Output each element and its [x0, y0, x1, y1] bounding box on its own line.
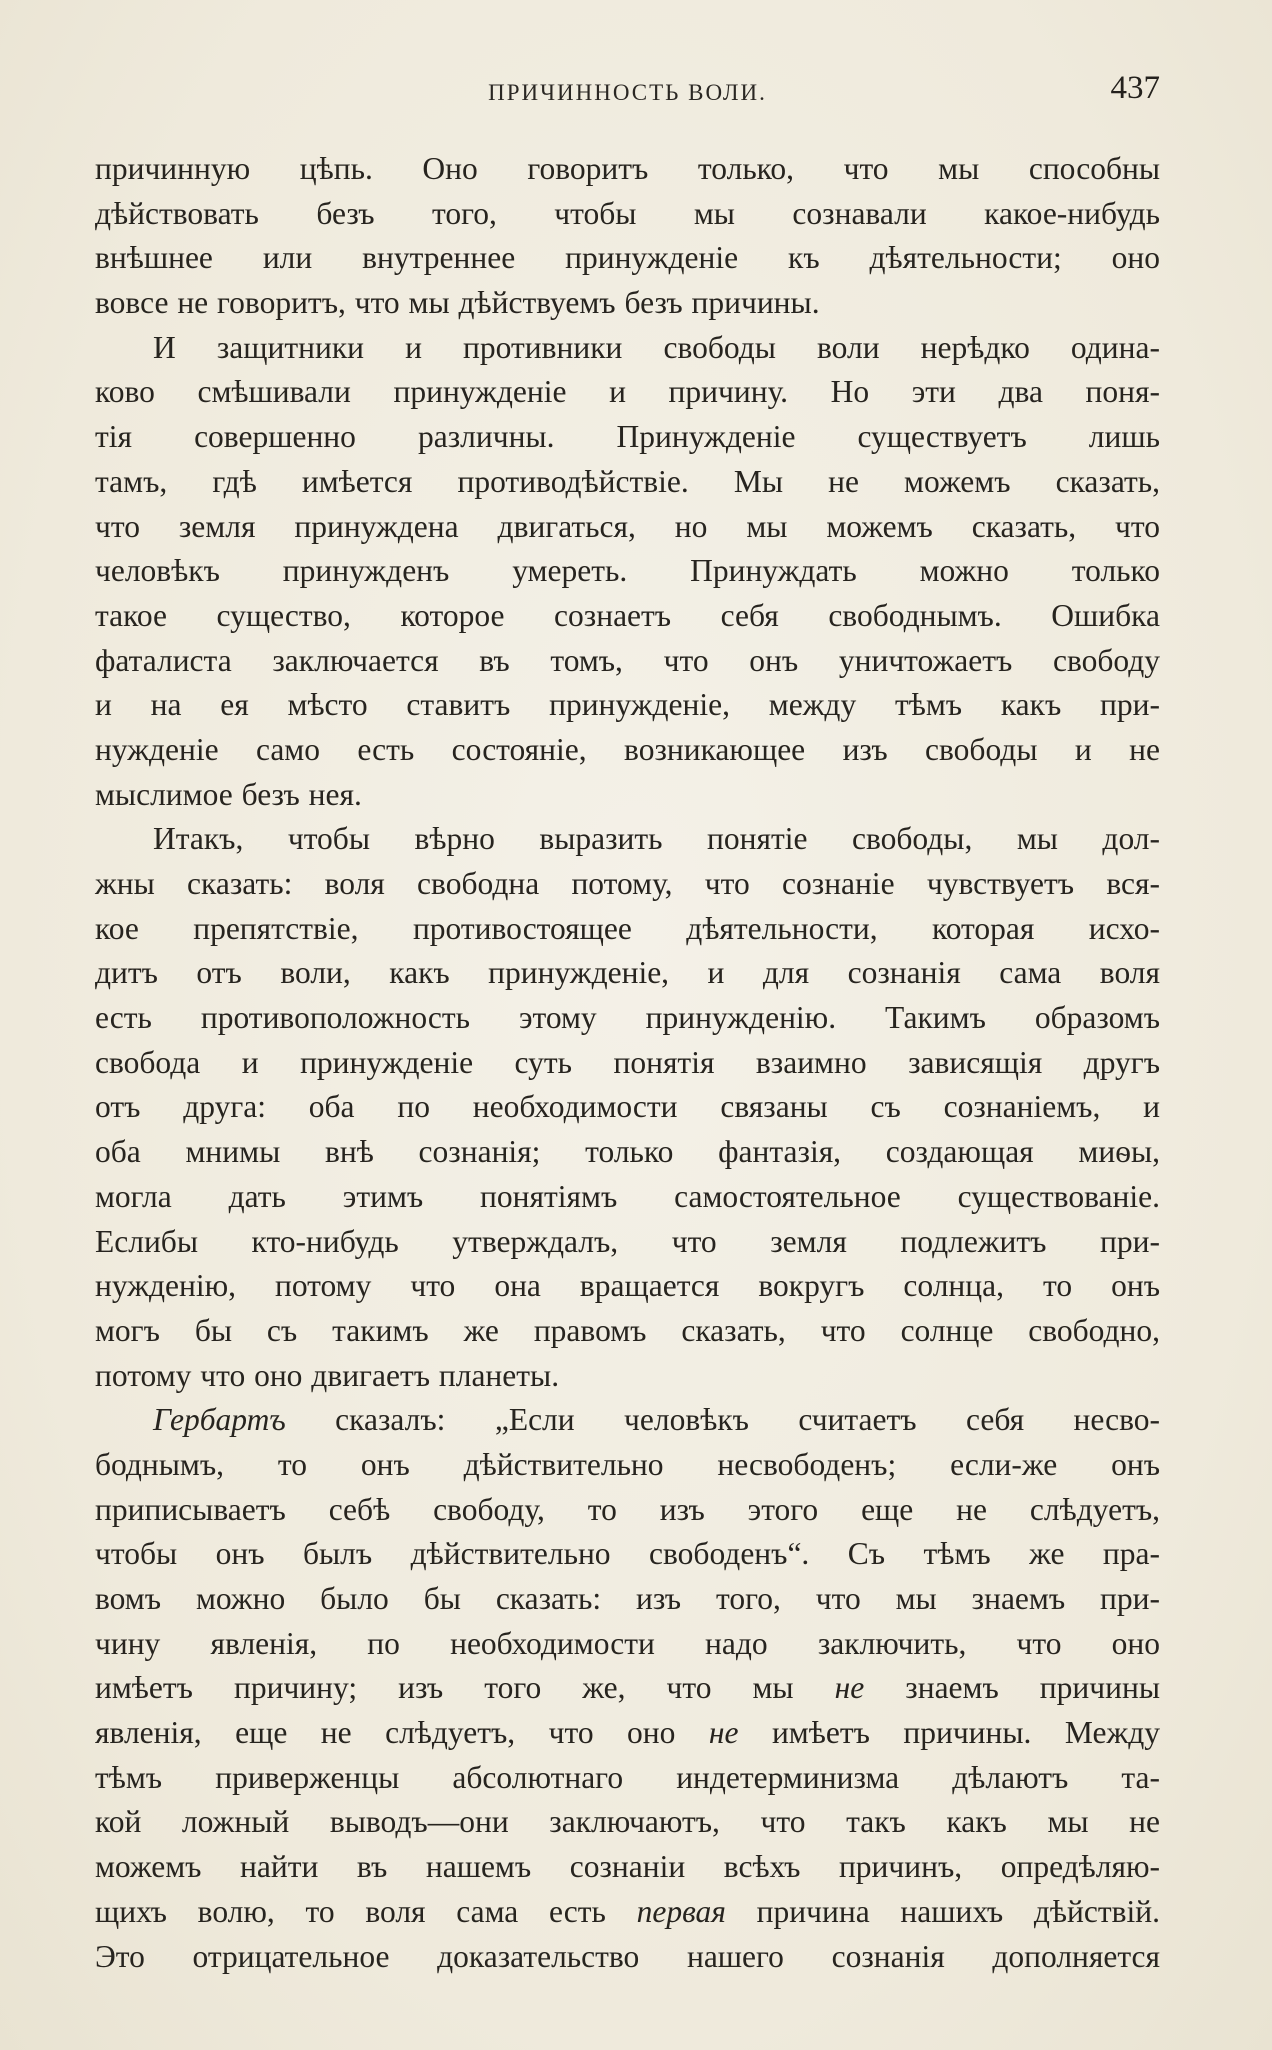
text-line [95, 1890, 1160, 1935]
text-segment: имѣетъ причины. Между [738, 1715, 1160, 1751]
text-line: могла дать этимъ понятіямъ самостоятельное существованіе. [95, 1178, 1160, 1214]
text-line: кой ложный выводъ—они заключаютъ, что такъ какъ мы не [95, 1804, 1160, 1840]
page-header [95, 70, 1160, 118]
text-line [95, 1711, 1160, 1756]
text-line: потому что оно двигаетъ планеты. [95, 1357, 560, 1393]
italic-emphasis: не [834, 1670, 865, 1706]
text-segment: сказалъ: „Если человѣкъ считаетъ себя несво- [285, 1402, 1160, 1438]
text-line: нужденіе само есть состояніе, возникающее изъ свободы и не [95, 731, 1160, 767]
text-line: тамъ, гдѣ имѣется противодѣйствіе. Мы не можемъ сказать, [95, 463, 1160, 499]
text-line: свобода и принужденіе суть понятія взаимно зависящія другъ [95, 1044, 1160, 1080]
text-line: причинную цѣпь. Оно говоритъ только, что мы способны [95, 151, 1160, 186]
text-line: И защитники и противники свободы воли нерѣдко одина- [153, 329, 1160, 365]
text-line: дитъ отъ воли, какъ принужденіе, и для сознанія сама воля [95, 955, 1160, 991]
italic-emphasis: первая [636, 1893, 726, 1929]
text-segment: имѣетъ причину; изъ того же, что мы [95, 1670, 835, 1706]
text-line: человѣкъ принужденъ умереть. Принуждать можно только [95, 553, 1160, 589]
text-line: жны сказать: воля свободна потому, что сознаніе чувствуетъ вся- [95, 866, 1160, 901]
italic-emphasis: не [708, 1715, 739, 1751]
text-line [95, 1666, 1160, 1711]
text-line: вомъ можно было бы сказать: изъ того, что мы знаемъ при- [95, 1581, 1160, 1616]
text-line: такое существо, которое сознаетъ себя свободнымъ. Ошибка [95, 597, 1160, 633]
text-line: мыслимое безъ нея. [95, 776, 362, 812]
text-line: ково смѣшивали принужденіе и причину. Но эти два поня- [95, 374, 1160, 410]
text-line: фаталиста заключается въ томъ, что онъ уничтожаетъ свободу [95, 642, 1160, 678]
text-line: что земля принуждена двигаться, но мы можемъ сказать, что [95, 508, 1160, 544]
text-line: отъ друга: оба по необходимости связаны съ сознаніемъ, и [95, 1089, 1160, 1125]
text-segment: знаемъ причины [864, 1670, 1160, 1706]
text-line: нужденію, потому что она вращается вокругъ солнца, то онъ [95, 1268, 1160, 1304]
text-line: Еслибы кто-нибудь утверждалъ, что земля подлежитъ при- [95, 1223, 1160, 1259]
text-segment: щихъ волю, то воля сама есть [95, 1893, 637, 1929]
text-line: Это отрицательное доказательство нашего сознанія дополняется [95, 1938, 1160, 1974]
text-line [95, 1398, 1160, 1443]
text-line: чину явленія, по необходимости надо заключить, что оно [95, 1625, 1160, 1661]
page-number: 437 [1110, 70, 1160, 106]
text-line: тѣмъ приверженцы абсолютнаго индетерминизма дѣлаютъ та- [95, 1759, 1160, 1795]
text-line: могъ бы съ такимъ же правомъ сказать, что солнце свободно, [95, 1312, 1160, 1348]
italic-emphasis: Гербартъ [153, 1402, 286, 1438]
text-line: кое препятствіе, противостоящее дѣятельности, которая исхо- [95, 910, 1160, 946]
body-text [95, 147, 1160, 1979]
text-segment: причина нашихъ дѣйствій. [725, 1893, 1160, 1929]
text-line: можемъ найти въ нашемъ сознаніи всѣхъ причинъ, опредѣляю- [95, 1849, 1160, 1885]
running-head: ПРИЧИННОСТЬ ВОЛИ. [488, 80, 767, 105]
text-line: есть противоположность этому принужденію. Такимъ образомъ [95, 1000, 1160, 1036]
text-line: оба мнимы внѣ сознанія; только фантазія, создающая миѳы, [95, 1134, 1160, 1170]
text-line: Итакъ, чтобы вѣрно выразить понятіе свободы, мы дол- [153, 821, 1160, 857]
text-line: тія совершенно различны. Принужденіе существуетъ лишь [95, 419, 1160, 455]
text-segment: явленія, еще не слѣдуетъ, что оно [95, 1715, 709, 1751]
text-line: чтобы онъ былъ дѣйствительно свободенъ“. Съ тѣмъ же пра- [95, 1536, 1160, 1572]
text-line: дѣйствовать безъ того, чтобы мы сознавали какое-нибудь [95, 195, 1160, 231]
text-line: вовсе не говоритъ, что мы дѣйствуемъ безъ причины. [95, 285, 820, 321]
text-line: приписываетъ себѣ свободу, то изъ этого еще не слѣдуетъ, [95, 1491, 1160, 1527]
text-line: и на ея мѣсто ставитъ принужденіе, между тѣмъ какъ при- [95, 687, 1160, 723]
text-line: боднымъ, то онъ дѣйствительно несвободенъ; если-же онъ [95, 1446, 1160, 1482]
text-line: внѣшнее или внутреннее принужденіе къ дѣятельности; оно [95, 240, 1160, 276]
